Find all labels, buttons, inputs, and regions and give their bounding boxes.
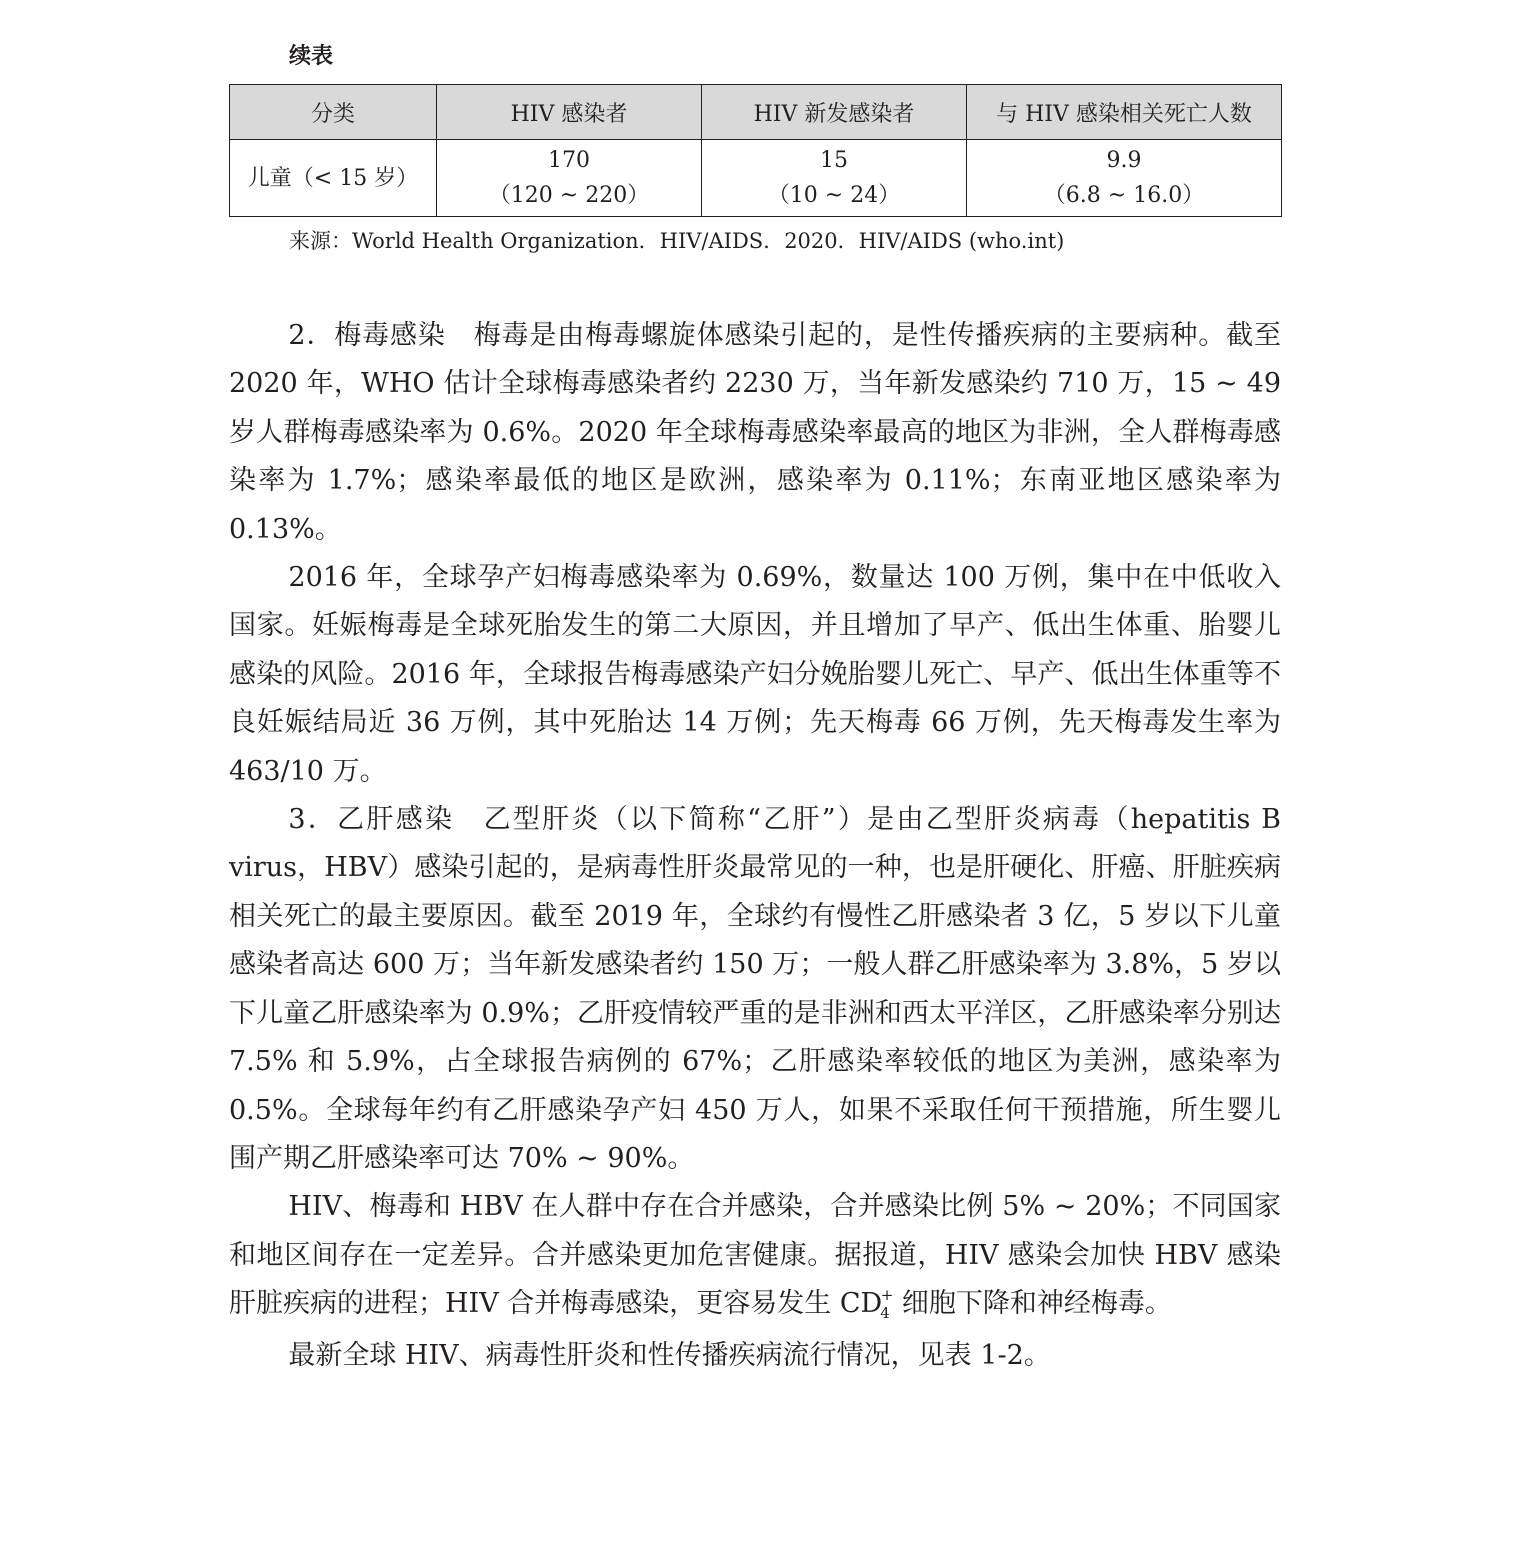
cd4-superscript: +	[880, 1286, 894, 1305]
cell-range: （10 ~ 24）	[767, 183, 901, 208]
paragraph-maternal-syphilis: 2016 年，全球孕产妇梅毒感染率为 0.69%，数量达 100 万例，集中在中低收入国家。妊娠梅毒是全球死胎发生的第二大原因，并且增加了早产、低出生体重、胎婴儿感染的风险。2016 年，全球报告梅毒感染产妇分娩胎婴儿死亡、早产、低出生体重等不良妊娠结局近 36 万例，其中死胎达 14 万例；先天梅毒 66 万例，先天梅毒发生率为 463/10 万。	[229, 562, 1281, 787]
cell-hiv-deaths	[967, 140, 1282, 217]
cell-range: （6.8 ~ 16.0）	[1043, 183, 1205, 208]
cd4-subscript: 4	[880, 1304, 890, 1323]
body-text	[229, 312, 1281, 1380]
table-header-row	[230, 85, 1282, 140]
table-source-note: 来源：World Health Organization．HIV/AIDS．2020．HIV/AIDS (who.int)	[289, 229, 1065, 253]
cell-hiv-infected	[437, 140, 702, 217]
cell-value: 15	[820, 148, 848, 173]
paragraph-hepatitis-b	[229, 796, 1281, 1183]
cell-value: 170	[548, 148, 590, 173]
cell-category: 儿童（< 15 岁）	[230, 140, 437, 217]
paragraph-text: 细胞下降和神经梅毒。	[893, 1288, 1172, 1320]
paragraph-coinfection	[229, 1183, 1281, 1331]
cell-range: （120 ~ 220）	[488, 183, 650, 208]
header-hiv-new: HIV 新发感染者	[702, 85, 967, 140]
section-heading-syphilis: 2．梅毒感染	[288, 320, 446, 351]
table-row	[230, 140, 1282, 217]
paragraph-text: 乙型肝炎（以下简称“乙肝”）是由乙型肝炎病毒（hepatitis B virus，HBV）感染引起的，是病毒性肝炎最常见的一种，也是肝硬化、肝癌、肝脏疾病相关死亡的最主要原因。截至 2019 年，全球约有慢性乙肝感染者 3 亿，5 岁以下儿童感染者高达 600 万；当年新发感染者约 150 万；一般人群乙肝感染率为 3.8%，5 岁以下儿童乙肝感染率为 0.9%；乙肝疫情较严重的是非洲和西太平洋区，乙肝感染率分别达 7.5% 和 5.9%，占全球报告病例的 67%；乙肝感染率较低的地区为美洲，感染率为 0.5%。全球每年约有乙肝感染孕产妇 450 万人，如果不采取任何干预措施，所生婴儿围产期乙肝感染率可达 70% ~ 90%。	[229, 804, 1282, 1174]
header-category: 分类	[230, 85, 437, 140]
paragraph-reference: 最新全球 HIV、病毒性肝炎和性传播疾病流行情况，见表 1-2。	[288, 1339, 1051, 1371]
cell-hiv-new	[702, 140, 967, 217]
header-hiv-infected: HIV 感染者	[437, 85, 702, 140]
cell-value: 9.9	[1106, 148, 1142, 173]
paragraph-syphilis	[229, 312, 1281, 554]
table-caption: 续表	[289, 44, 334, 69]
paragraph-text: HIV、梅毒和 HBV 在人群中存在合并感染，合并感染比例 5% ~ 20%；不同国家和地区间存在一定差异。合并感染更加危害健康。据报道，HIV 感染会加快 HBV 感染肝脏疾病的进程；HIV 合并梅毒感染，更容易发生 CD	[229, 1191, 1281, 1320]
hiv-table	[229, 84, 1282, 217]
section-heading-hepatitis-b: 3．乙肝感染	[288, 804, 455, 836]
header-hiv-deaths: 与 HIV 感染相关死亡人数	[967, 85, 1282, 140]
paragraph-text: 梅毒是由梅毒螺旋体感染引起的，是性传播疾病的主要病种。截至 2020 年，WHO 估计全球梅毒感染者约 2230 万，当年新发感染约 710 万，15 ~ 49 岁人群梅毒感染率为 0.6%。2020 年全球梅毒感染率最高的地区为非洲，全人群梅毒感染率为 1.7%；感染率最低的地区是欧洲，感染率为 0.11%；东南亚地区感染率为 0.13%。	[229, 320, 1282, 545]
